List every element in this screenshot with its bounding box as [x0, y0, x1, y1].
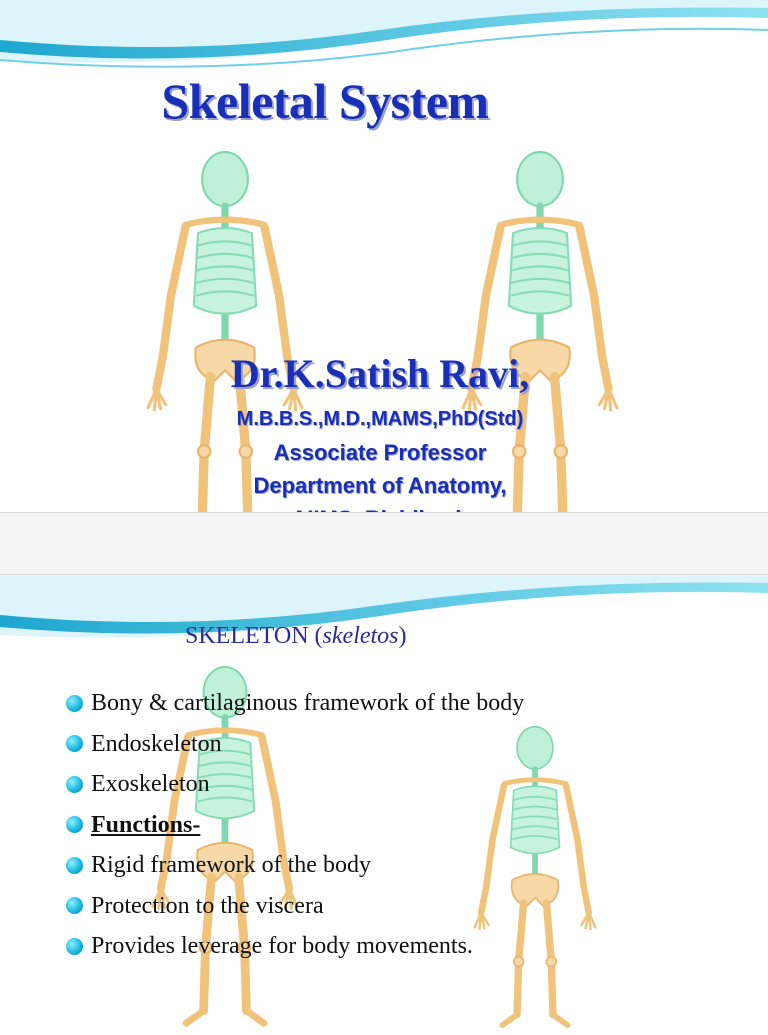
list-item: Rigid framework of the body — [66, 845, 524, 886]
author-department: Department of Anatomy, — [253, 473, 507, 498]
bullet-icon — [66, 857, 83, 874]
slide-heading — [185, 623, 407, 650]
slide-title-text: Skeletal System — [161, 73, 489, 129]
bullet-icon — [66, 776, 83, 793]
bullet-icon — [66, 938, 83, 955]
bullet-icon — [66, 735, 83, 752]
list-item: Exoskeleton — [66, 764, 524, 805]
author-name: Dr.K.Satish Ravi, — [230, 351, 530, 396]
slide-skeleton — [0, 575, 768, 1024]
header-wave-decoration — [0, 575, 768, 665]
list-item: Bony & cartilaginous framework of the body — [66, 683, 524, 724]
bullet-icon — [66, 695, 83, 712]
slide-title — [0, 0, 768, 512]
author-degrees: M.B.B.S.,M.D.,MAMS,PhD(Std) — [236, 408, 524, 430]
bullet-icon — [66, 816, 83, 833]
list-item: Protection to the viscera — [66, 886, 524, 927]
author-position: Associate Professor — [273, 440, 487, 465]
author-block — [120, 350, 640, 535]
list-item: Provides leverage for body movements. — [66, 926, 524, 967]
heading-main: SKELETON ( — [185, 623, 323, 649]
list-item: Endoskeleton — [66, 724, 524, 765]
list-item: Functions- — [66, 805, 524, 846]
bullet-icon — [66, 897, 83, 914]
heading-close: ) — [398, 623, 407, 649]
bullet-list — [66, 683, 524, 967]
slide-divider — [0, 512, 768, 575]
heading-italic: skeletos — [322, 623, 399, 649]
